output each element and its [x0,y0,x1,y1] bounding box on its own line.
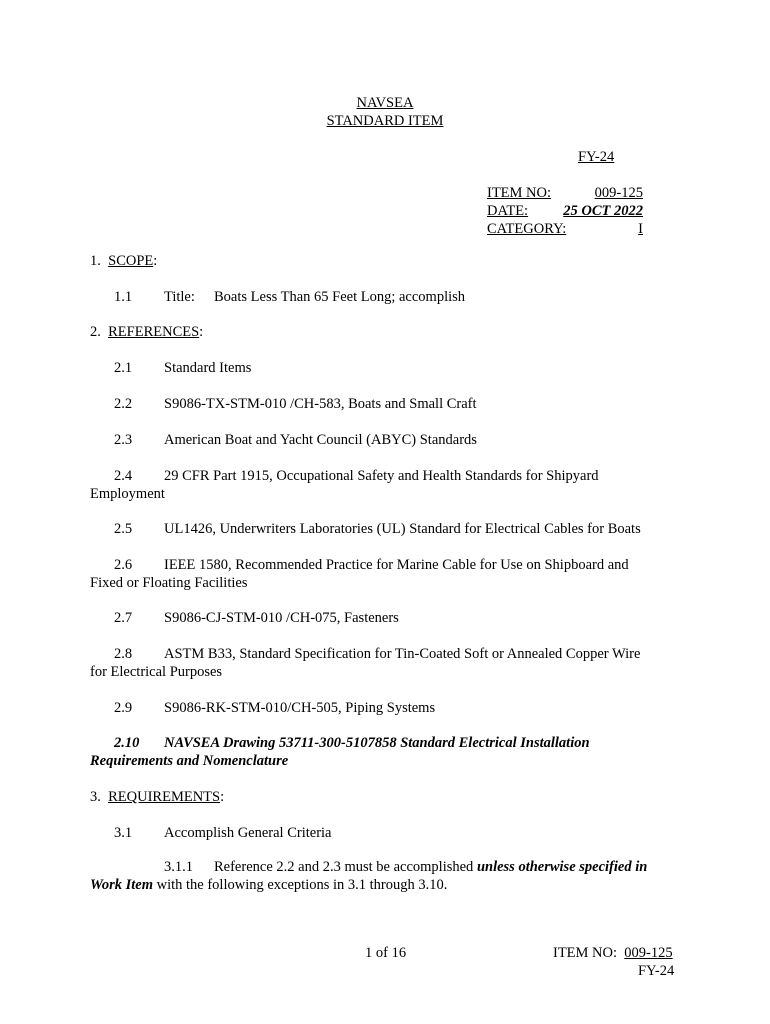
section-references-heading: 2. REFERENCES: [90,324,204,340]
org-name: NAVSEA [356,95,414,111]
item-no-value: 009-125 [594,185,643,201]
reference-item: 2.7 S9086-CJ-STM-010 /CH-075, Fasteners [114,610,399,626]
reference-item: 2.8 ASTM B33, Standard Specification for Tin-Coated Soft or Annealed Copper Wire for Electrical Purposes [90,646,641,680]
item-no-label: ITEM NO: [487,185,552,201]
header-org [0,94,770,112]
reference-item: 2.4 29 CFR Part 1915, Occupational Safety and Health Standards for Shipyard Employment [90,468,599,502]
section-requirements-heading: 3. REQUIREMENTS: [90,789,225,805]
date-row [487,202,643,220]
date-value: 25 OCT 2022 [563,203,643,219]
reference-item: 2.3 American Boat and Yacht Council (ABYC) Standards [114,432,477,448]
reference-item: 2.6 IEEE 1580, Recommended Practice for Marine Cable for Use on Shipboard and Fixed or Floating Facilities [90,557,629,591]
page-number: 1 of 16 [365,945,407,961]
category-value: I [638,221,643,237]
item-no-row [487,184,643,202]
category-row [487,220,643,238]
section-scope-heading: 1. SCOPE: [90,253,158,269]
requirement-item: 3.1 Accomplish General Criteria [114,825,332,841]
header-doc-type [0,112,770,130]
reference-item: 2.10 NAVSEA Drawing 53711-300-5107858 Standard Electrical Installation Requirements and Nomenclature [90,735,590,769]
footer-fiscal-year: FY-24 [638,963,675,979]
requirement-subitem: 3.1.1 Reference 2.2 and 2.3 must be accomplished unless otherwise specified in Work Item with the following exceptions in 3.1 through 3.10. [90,859,648,893]
date-label: DATE: [487,203,529,219]
item-meta [487,184,643,238]
reference-item: 2.5 UL1426, Underwriters Laboratories (UL) Standard for Electrical Cables for Boats [114,521,641,537]
doc-type: STANDARD ITEM [326,113,444,129]
category-label: CATEGORY: [487,221,567,237]
reference-item: 2.9 S9086-RK-STM-010/CH-505, Piping Systems [114,700,436,716]
footer-item-no: ITEM NO: 009-125 [553,945,673,961]
reference-item: 2.2 S9086-TX-STM-010 /CH-583, Boats and Small Craft [114,396,477,412]
fiscal-year: FY-24 [578,149,615,165]
reference-item: 2.1 Standard Items [114,360,252,376]
scope-title-line: 1.1 Title: Boats Less Than 65 Feet Long; accomplish [114,289,466,305]
